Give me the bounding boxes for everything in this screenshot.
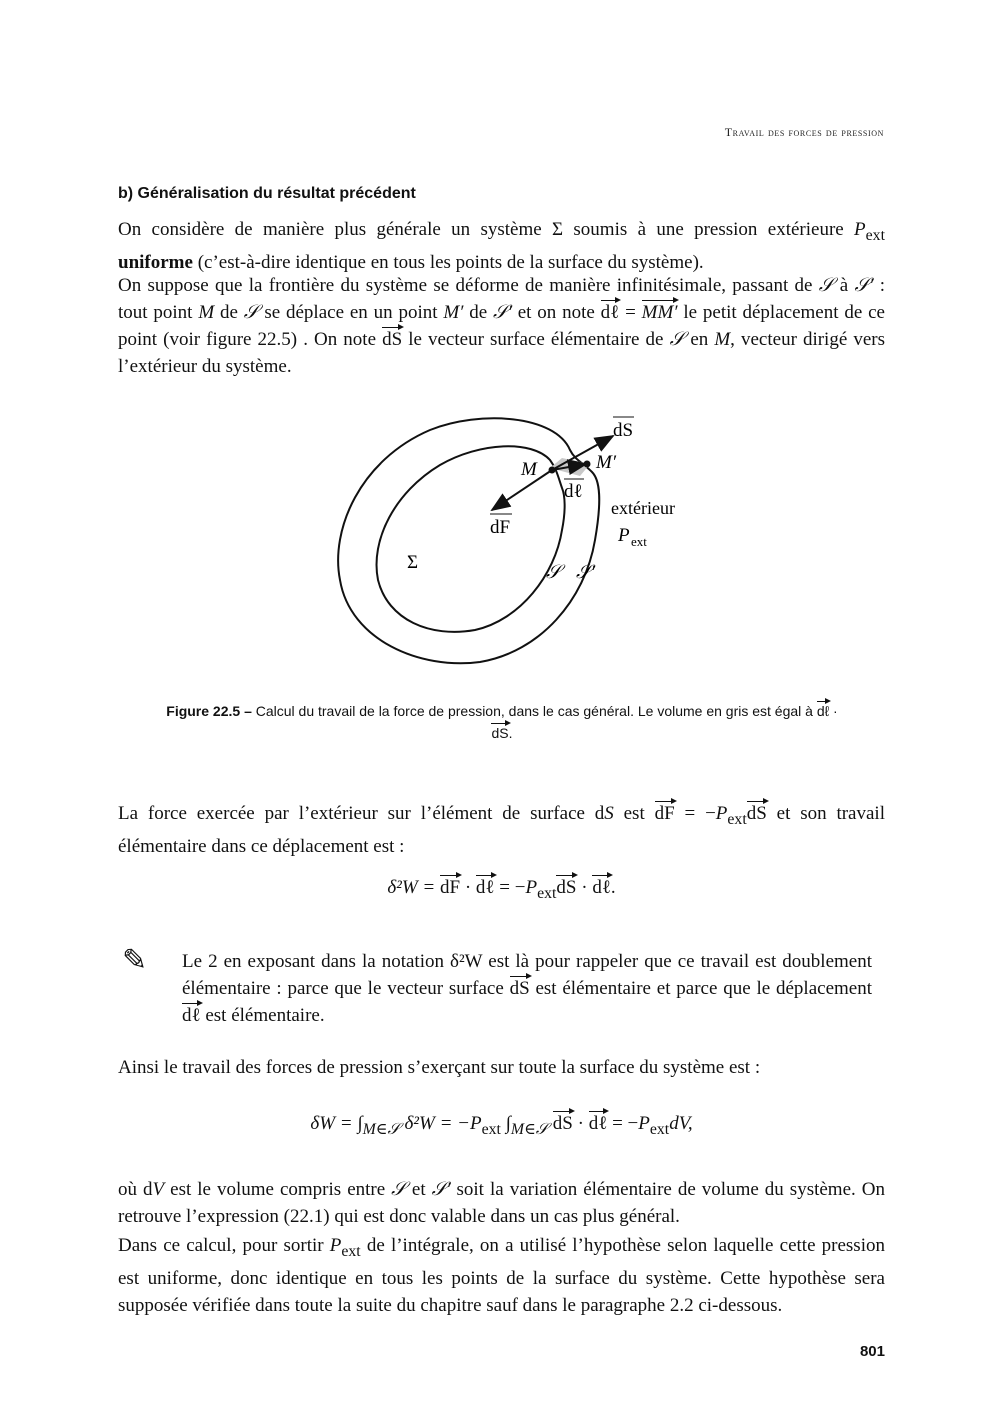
label-P: P: [618, 525, 630, 546]
point-M: [549, 467, 556, 474]
paragraph-volume: où dV est le volume compris entre 𝒮 et 𝒮′ soit la variation élémentaire de volume du système. On retrouve l’expression (22.1) qui est donc valable dans un cas plus général.: [118, 1179, 885, 1227]
label-sigma: Σ: [407, 552, 419, 573]
equation-d2w: δ²W = dF · dℓ = $-P_{ext}dS$ · dℓ.: [118, 874, 885, 907]
note-remark: Le 2 en exposant dans la notation δ²W est là pour rappeler que ce travail est doublement élémentaire : parce que le vecteur surface dS est élémentaire et parce que le déplacement dℓ est élémentaire.: [182, 948, 872, 1029]
page-number: 801: [859, 1343, 885, 1360]
point-M-prime: [584, 461, 591, 468]
pencil-icon: ✎: [122, 944, 148, 977]
label-dl: dℓ: [564, 481, 583, 502]
label-S: 𝒮: [546, 562, 561, 583]
running-header: Travail des forces de pression: [724, 125, 884, 139]
label-M: M: [521, 459, 537, 480]
figure-22-5: [300, 400, 700, 690]
equation-dw: $\delta W = \int_{M\in 𝒮}$ $\delta^2W = -P_{ext}$ $\int_{M\in 𝒮}$ dS · dℓ = $-P_{ext}dV$,: [118, 1110, 885, 1143]
label-exterieur: extérieur: [611, 498, 675, 518]
paragraph-deformation: On suppose que la frontière du système se déforme de manière infinitésimale, passant de 𝒮 à 𝒮′ : tout point M de 𝒮 se déplace en un point M′ de 𝒮′ et on note dℓ = MM′ le petit déplacement de ce point (voir figure 22.5) . On note dS le vecteur surface élémentaire de 𝒮 en M, vecteur dirigé vers l’extérieur du système.: [118, 275, 886, 377]
label-dS: dS: [613, 420, 634, 441]
label-S-prime: 𝒮′: [576, 562, 595, 583]
label-dF: dF: [490, 517, 511, 538]
paragraph-total-work: Ainsi le travail des forces de pression s’exerçant sur toute la surface du système est :: [118, 1057, 761, 1078]
section-title: b) Généralisation du résultat précédent: [118, 185, 416, 202]
label-ext: ext: [631, 534, 647, 549]
label-M-prime: M′: [596, 452, 616, 473]
paragraph-intro: On considère de manière plus générale un système Σ soumis à une pression extérieure $P_{ext}$ uniforme (c’est-à-dire identique en tous les points de la surface du système).: [118, 219, 885, 273]
paragraph-force: La force exercée par l’extérieur sur l’élément de surface dS est dF = $-P_{ext}dS$ et son travail élémentaire dans ce déplacement est :: [118, 800, 885, 860]
paragraph-hypothesis: Dans ce calcul, pour sortir $P_{ext}$ de l’intégrale, on a utilisé l’hypothèse selon laquelle cette pression est uniforme, donc identique en tous les points de la surface du système. Cette hypothèse sera supposée vérifiée dans toute la suite du chapitre sauf dans le paragraphe 2.2 ci-dessous.: [118, 1235, 885, 1316]
figure-caption: Figure 22.5 – Calcul du travail de la force de pression, dans le cas général. Le volume en gris est égal à dℓ · dS.: [160, 700, 844, 744]
